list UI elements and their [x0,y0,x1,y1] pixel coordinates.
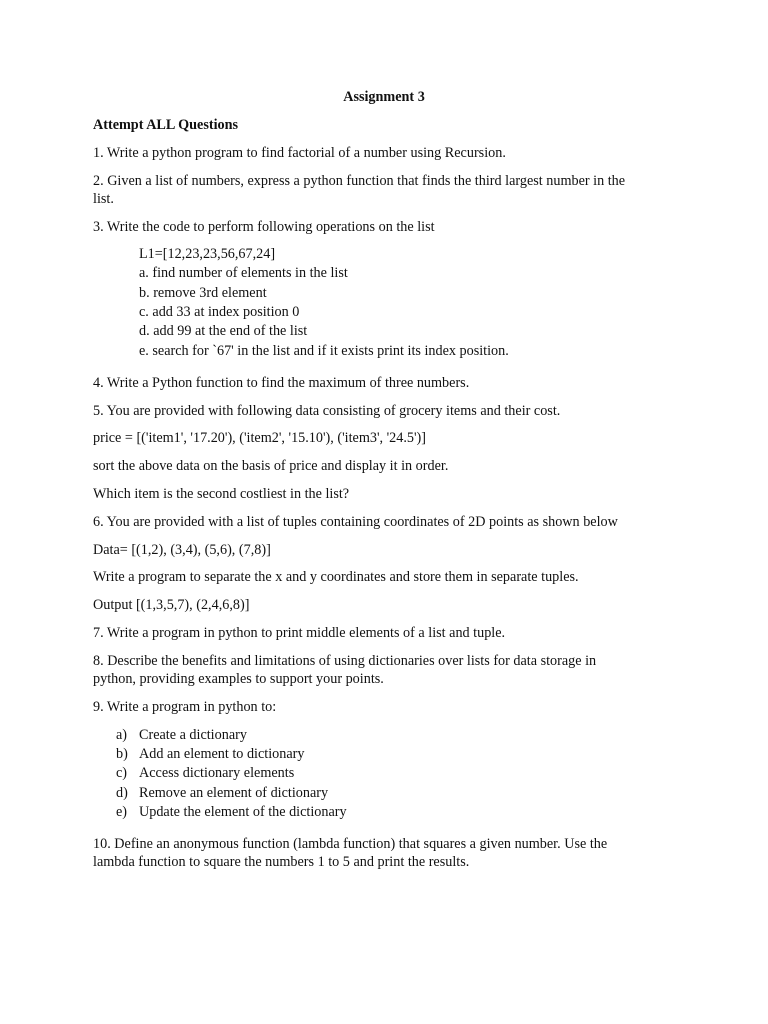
question-9-marker-e: e) [116,804,128,820]
question-3-item-a: a. find number of elements in the list [139,265,348,281]
question-5-line-3: sort the above data on the basis of price and display it in order. [93,458,449,474]
question-2-line-1: 2. Given a list of numbers, express a python function that finds the third largest number in the [93,173,626,189]
question-5-price-data: price = [('item1', '17.20'), ('item2', '15.10'), ('item3', '24.5')] [93,430,426,446]
question-9-item-a: Create a dictionary [139,727,247,743]
question-6-output: Output [(1,3,5,7), (2,4,6,8)] [93,597,250,613]
question-3-list-definition: L1=[12,23,23,56,67,24] [139,246,276,262]
question-2-line-2: list. [93,191,114,207]
question-9-item-d: Remove an element of dictionary [139,785,329,801]
question-6-line-3: Write a program to separate the x and y coordinates and store them in separate tuples. [93,569,579,585]
question-9-marker-a: a) [116,727,128,743]
question-9-marker-b: b) [116,746,128,762]
question-10-line-2: lambda function to square the numbers 1 to 5 and print the results. [93,854,470,870]
question-9-line-1: 9. Write a program in python to: [93,699,277,715]
question-3-item-b: b. remove 3rd element [139,285,267,301]
question-3-item-c: c. add 33 at index position 0 [139,304,300,320]
question-3-item-e: e. search for `67' in the list and if it exists print its index position. [139,343,509,359]
question-5-line-1: 5. You are provided with following data consisting of grocery items and their cost. [93,403,561,419]
question-7: 7. Write a program in python to print middle elements of a list and tuple. [93,625,506,641]
question-9-item-e: Update the element of the dictionary [139,804,347,820]
question-1: 1. Write a python program to find factorial of a number using Recursion. [93,145,506,161]
question-10-line-1: 10. Define an anonymous function (lambda function) that squares a given number. Use the [93,836,608,852]
question-6-line-1: 6. You are provided with a list of tuples containing coordinates of 2D points as shown below [93,514,618,530]
question-9-item-c: Access dictionary elements [139,765,295,781]
page-title: Assignment 3 [343,89,425,105]
question-9-marker-c: c) [116,765,128,781]
question-9-item-b: Add an element to dictionary [139,746,305,762]
question-4: 4. Write a Python function to find the maximum of three numbers. [93,375,470,391]
question-5-line-4: Which item is the second costliest in the list? [93,486,350,502]
question-6-data: Data= [(1,2), (3,4), (5,6), (7,8)] [93,542,271,558]
instruction-heading: Attempt ALL Questions [93,117,239,133]
question-3-item-d: d. add 99 at the end of the list [139,323,308,339]
question-8-line-2: python, providing examples to support your points. [93,671,384,687]
question-9-marker-d: d) [116,785,128,801]
question-8-line-1: 8. Describe the benefits and limitations of using dictionaries over lists for data storage in [93,653,597,669]
question-3-line-1: 3. Write the code to perform following operations on the list [93,219,435,235]
